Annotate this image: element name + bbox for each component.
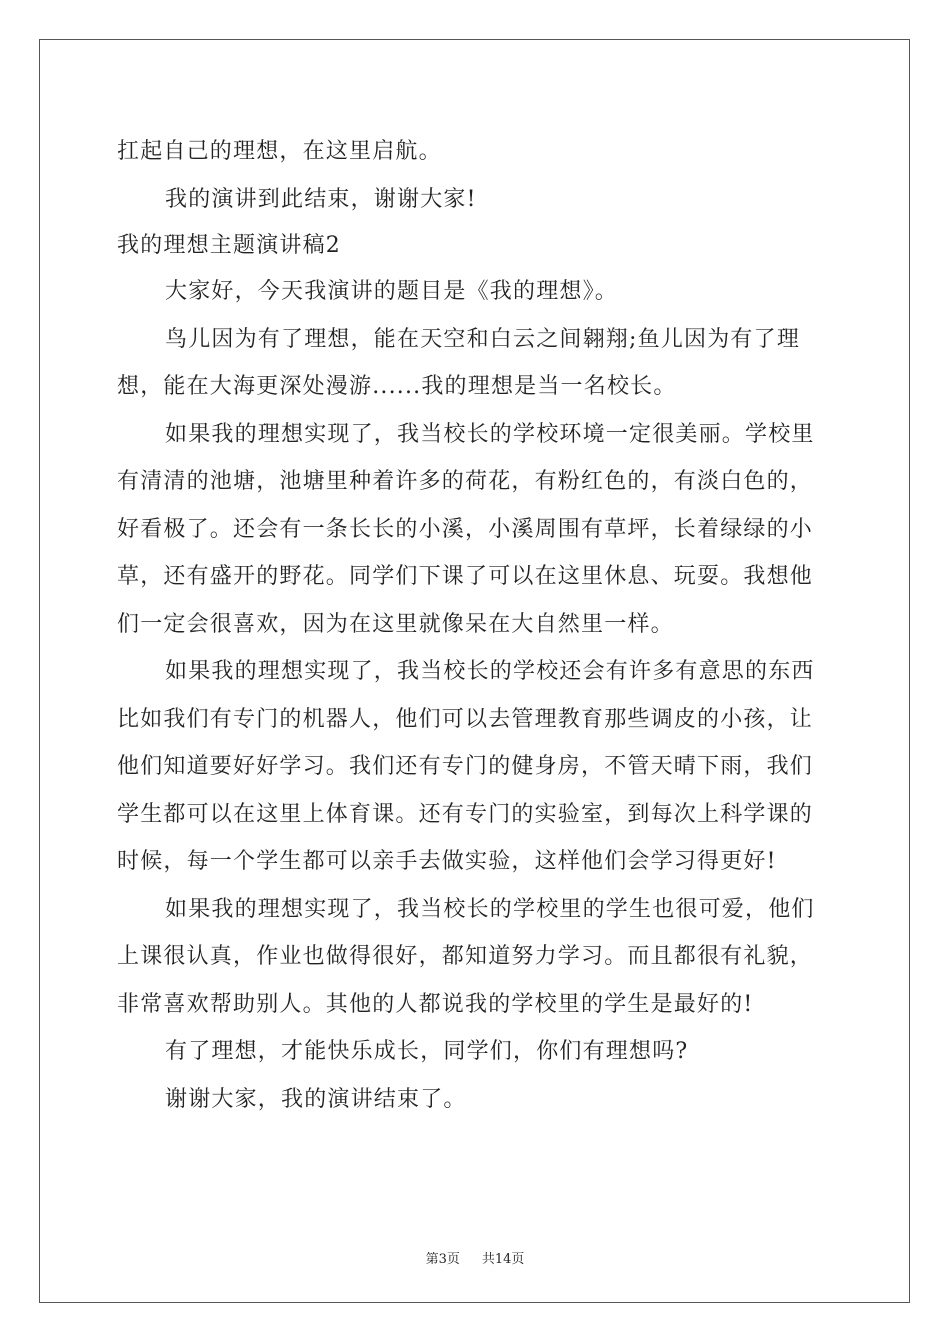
text-line: 时候，每一个学生都可以亲手去做实验，这样他们会学习得更好! xyxy=(117,849,777,874)
page-number: 第3页 xyxy=(425,1252,460,1267)
text-line: 想，能在大海更深处漫游......我的理想是当一名校长。 xyxy=(117,374,677,399)
text-line: 草，还有盛开的野花。同学们下课了可以在这里休息、玩耍。我想他 xyxy=(117,564,814,589)
text-line: 谢谢大家，我的演讲结束了。 xyxy=(165,1086,467,1112)
text-line: 他们知道要好好学习。我们还有专门的健身房，不管天晴下雨，我们 xyxy=(117,754,814,779)
text-line: 非常喜欢帮助别人。其他的人都说我的学校里的学生是最好的! xyxy=(117,991,754,1017)
text-line: 鸟儿因为有了理想，能在天空和白云之间翱翔;鱼儿因为有了理 xyxy=(165,326,801,352)
page-footer xyxy=(0,1248,950,1267)
text-line: 上课很认真，作业也做得很好，都知道努力学习。而且都很有礼貌， xyxy=(117,944,814,969)
text-line: 好看极了。还会有一条长长的小溪，小溪周围有草坪，长着绿绿的小 xyxy=(117,516,814,542)
document-body xyxy=(117,128,847,1123)
text-line: 学生都可以在这里上体育课。还有专门的实验室，到每次上科学课的 xyxy=(117,801,814,827)
section-title: 我的理想主题演讲稿2 xyxy=(117,233,341,258)
text-line: 有了理想，才能快乐成长，同学们，你们有理想吗? xyxy=(165,1039,689,1064)
page-total: 共14页 xyxy=(481,1252,525,1267)
text-line: 如果我的理想实现了，我当校长的学校里的学生也很可爱，他们 xyxy=(165,896,815,922)
text-line: 我的演讲到此结束，谢谢大家! xyxy=(165,186,477,212)
text-line: 如果我的理想实现了，我当校长的学校环境一定很美丽。学校里 xyxy=(165,421,815,447)
text-line: 比如我们有专门的机器人，他们可以去管理教育那些调皮的小孩，让 xyxy=(117,706,814,732)
text-line: 扛起自己的理想，在这里启航。 xyxy=(117,139,442,164)
text-line: 有清清的池塘，池塘里种着许多的荷花，有粉红色的，有淡白色的， xyxy=(117,469,814,494)
text-line: 大家好，今天我演讲的题目是《我的理想》。 xyxy=(165,279,619,304)
text-line: 如果我的理想实现了，我当校长的学校还会有许多有意思的东西 xyxy=(165,659,815,684)
text-line: 们一定会很喜欢，因为在这里就像呆在大自然里一样。 xyxy=(117,611,674,637)
